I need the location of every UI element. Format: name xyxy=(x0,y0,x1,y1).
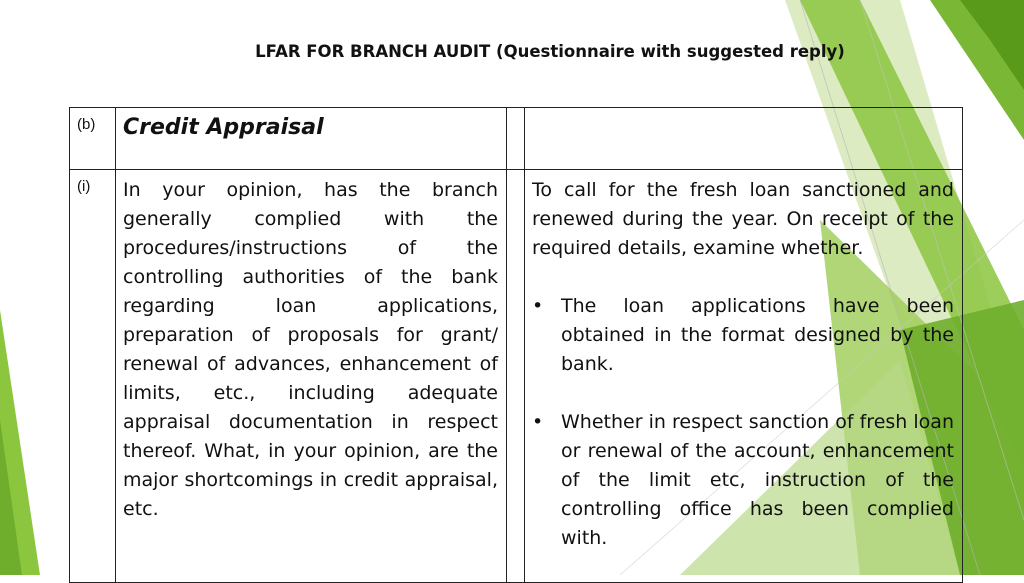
question-text: In your opinion, has the branch generally complied with the procedures/instructions of the controlling authorities of the bank regarding loan applications, preparation of proposals for grant/ renewal of advances, enhancement of limits, etc., including adequate appraisal documentation in respect thereof. What, in your opinion, are the major shortcomings in credit appraisal, etc. xyxy=(123,179,498,520)
table-row xyxy=(70,108,963,170)
row-number: (i) xyxy=(77,178,91,195)
section-heading: Credit Appraisal xyxy=(123,115,324,140)
reply-point-text: Whether in respect sanction of fresh loan or renewal of the account, enhancement of the limit etc, instruction of the controlling office has been complied with. xyxy=(561,411,954,549)
reply-point-text: The loan applications have been obtained in the format designed by the bank. xyxy=(561,295,954,375)
list-item xyxy=(532,408,954,553)
spacer-cell xyxy=(507,170,525,583)
empty-answer-cell xyxy=(525,108,963,170)
row-number: (b) xyxy=(77,116,96,133)
bullet-icon: • xyxy=(532,411,544,433)
reply-points xyxy=(532,292,954,553)
bullet-icon: • xyxy=(532,295,544,317)
table-row xyxy=(70,170,963,583)
spacer-cell xyxy=(507,108,525,170)
audit-table xyxy=(69,107,963,583)
reply-intro: To call for the fresh loan sanctioned and renewed during the year. On receipt of the required details, examine whether. xyxy=(532,179,954,259)
list-item xyxy=(532,292,954,379)
suggested-reply xyxy=(525,170,962,553)
slide-title: LFAR FOR BRANCH AUDIT (Questionnaire with suggested reply) xyxy=(255,42,845,61)
